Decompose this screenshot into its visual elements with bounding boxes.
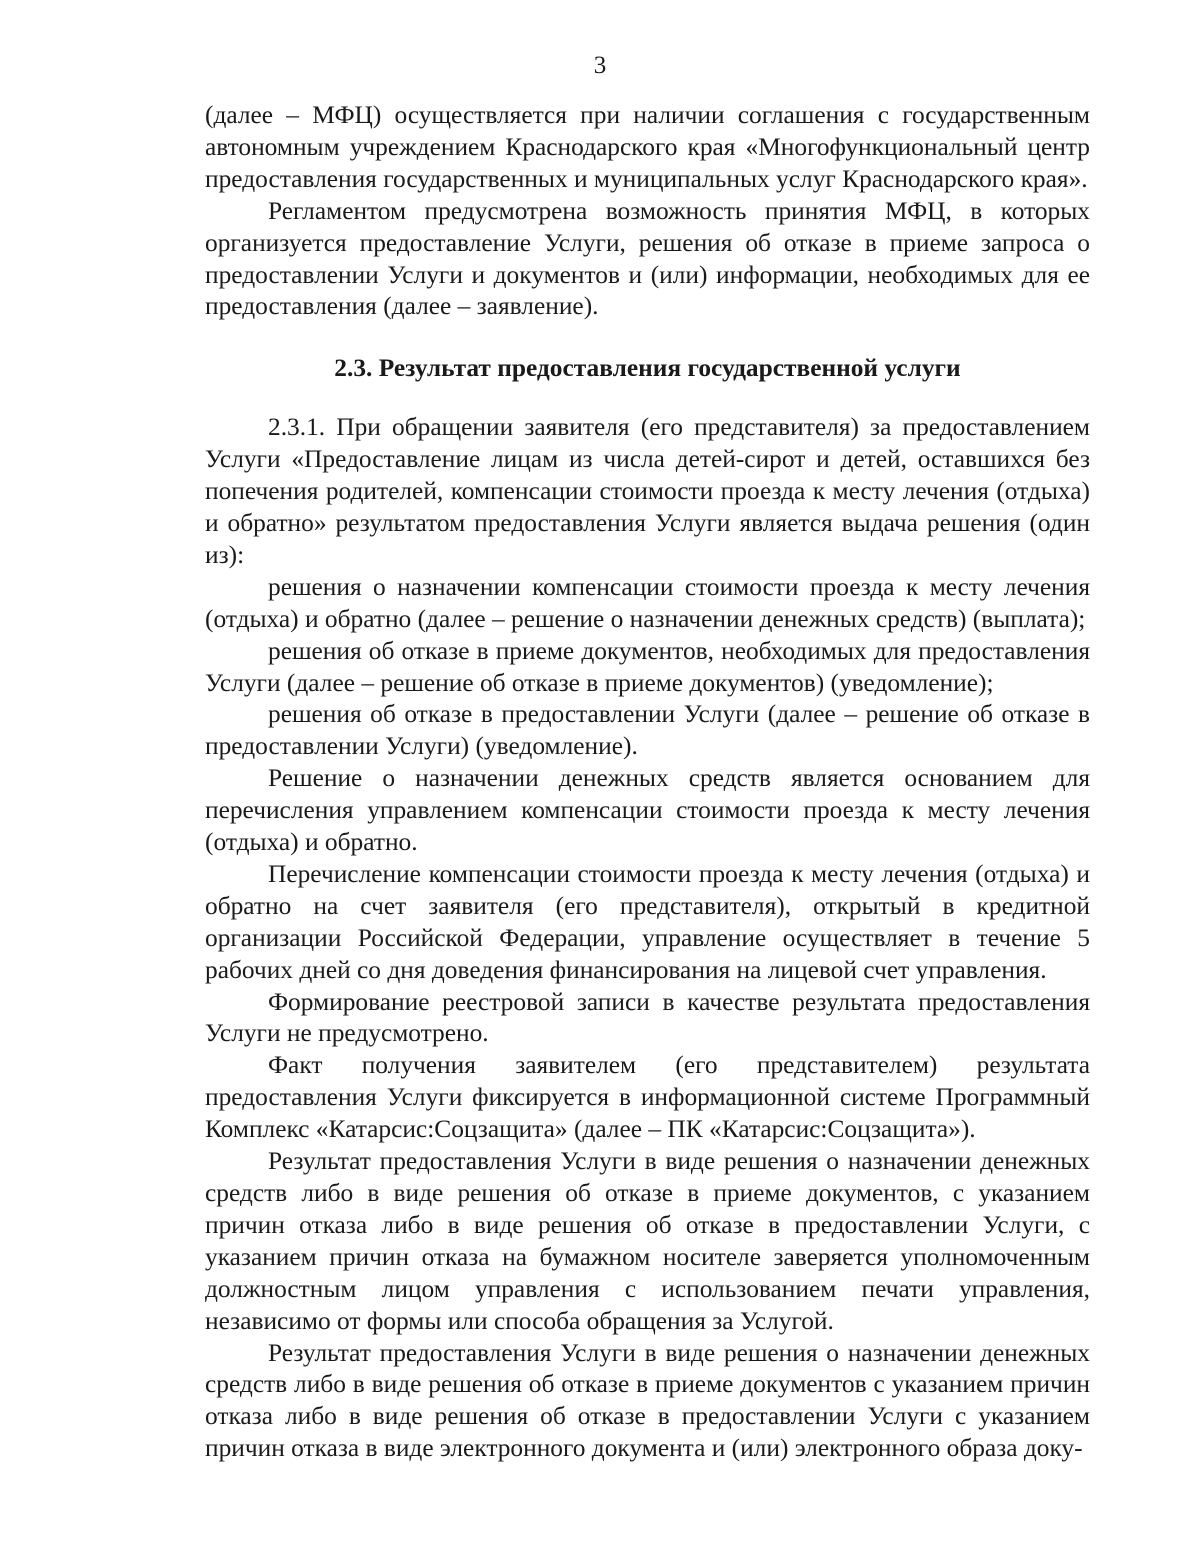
paragraph-paper-result: Результат предоставления Услуги в виде решения о назначении денежных средств либо в виде решения об отказе в приеме документов, с указанием причин отказа либо в виде решения об отказе в предоставлении Услуги, с указанием причин отказа на бумажном носителе заверяется уполномоченным должностным лицом управления с использованием печати управления, независимо от формы или способа обращения за Услугой. — [205, 1147, 1090, 1335]
paragraph-decision-refuse-service: решения об отказе в предоставлении Услуги (далее – решение об отказе в предоставлении Услуги) (уведомление). — [205, 700, 1090, 761]
page-number: 3 — [593, 52, 607, 79]
paragraph-transfer-terms: Перечисление компенсации стоимости проезда к месту лечения (отдыха) и обратно на счет заявителя (его представителя), открытый в кредитной организации Российской Федерации, управление осуществляет в течение 5 рабочих дней со дня доведения финансирования на лицевой счет управления. — [205, 859, 1090, 984]
paragraph-fact-recording: Факт получения заявителем (его представителем) результата предоставления Услуги фиксируется в информационной системе Программный Комплекс «Катарсис:Соцзащита» (далее – ПК «Катарсис:Соцзащита»). — [205, 1051, 1090, 1144]
paragraph-electronic-result: Результат предоставления Услуги в виде решения о назначении денежных средств либо в виде решения об отказе в приеме документов с указанием причин отказа либо в виде решения об отказе в предоставлении Услуги с указанием причин отказа в виде электронного документа и (или) электронного образа доку- — [205, 1338, 1090, 1463]
paragraph-registry-record: Формирование реестровой записи в качестве результата предоставления Услуги не предусмотрено. — [205, 987, 1090, 1048]
paragraph-intro-continuation: (далее – МФЦ) осуществляется при наличии соглашения с государственным автономным учреждением Краснодарского края «Многофункциональный центр предоставления государственных и муниципальных услуг Краснодарского края». — [205, 101, 1090, 193]
paragraph-basis-transfer: Решение о назначении денежных средств является основанием для перечисления управлением компенсации стоимости проезда к месту лечения (отдыха) и обратно. — [205, 764, 1090, 857]
section-heading: 2.3. Результат предоставления государственной услуги — [334, 354, 961, 383]
document-body — [205, 100, 1090, 1465]
paragraph-decision-refuse-docs: решения об отказе в приеме документов, необходимых для предоставления Услуги (далее – решение об отказе в приеме документов) (уведомление); — [205, 636, 1090, 697]
paragraph-regulation-mfc: Регламентом предусмотрена возможность принятия МФЦ, в которых организуется предоставление Услуги, решения об отказе в приеме запроса о предоставлении Услуги и документов и (или) информации, необходимых для ее предоставления (далее – заявление). — [205, 196, 1090, 321]
paragraph-decision-assign: решения о назначении компенсации стоимости проезда к месту лечения (отдыха) и обратно (далее – решение о назначении денежных средств) (выплата); — [205, 572, 1090, 633]
paragraph-2-3-1: 2.3.1. При обращении заявителя (его представителя) за предоставлением Услуги «Предоставление лицам из числа детей-сирот и детей, оставшихся без попечения родителей, компенсации стоимости проезда к месту лечения (отдыха) и обратно» результатом предоставления Услуги является выдача решения (один из): — [205, 413, 1090, 569]
